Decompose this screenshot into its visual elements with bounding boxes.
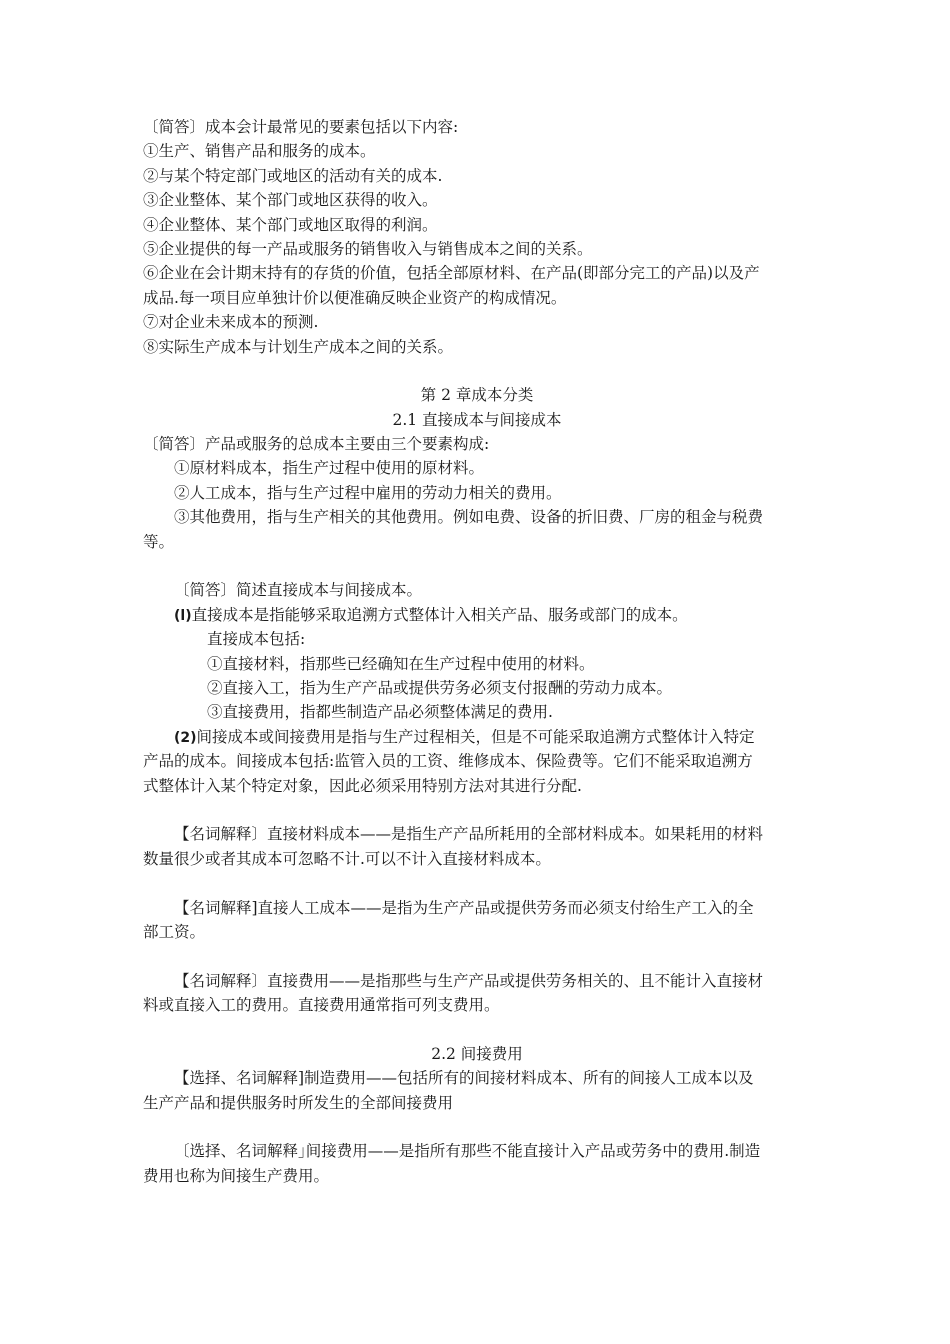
text-line: ⑤企业提供的每一产品或服务的销售收入与销售成本之间的关系。 [143, 239, 593, 258]
text-line: ①生产、销售产品和服务的成本。 [143, 142, 376, 161]
text-line: 式整体计入某个特定对象，因此必须采用特别方法对其进行分配. [143, 776, 582, 795]
list-item: ③直接费用，指都些制造产品必须整体满足的费用. [207, 703, 553, 722]
definition-block [143, 969, 811, 1018]
paragraph-text: 直接成本是指能够采取追溯方式整体计入相关产品、服务或部门的成本。 [191, 605, 688, 624]
text-line: 费用也称为间接生产费用。 [143, 1166, 330, 1185]
text-line: 【名词解释]直接人工成本——是指为生产产品或提供劳务而必须支付给生产工入的全 [174, 898, 754, 917]
text-line: 部工资。 [143, 922, 206, 941]
text-line: ②与某个特定部门或地区的活动有关的成本. [143, 166, 443, 185]
paragraph-line [143, 725, 811, 749]
text-line: 直接成本包括: [207, 630, 306, 649]
text-line: 〔简答〕成本会计最常见的要素包括以下内容: [143, 118, 459, 136]
text-line: 【名词解释〕直接材料成本——是指生产产品所耗用的全部材料成本。如果耗用的材料 [174, 825, 764, 844]
text-line: ⑧实际生产成本与计划生产成本之间的关系。 [143, 337, 454, 356]
text-line: 〔简答〕产品或服务的总成本主要由三个要素构成: [143, 435, 490, 454]
definition-block [143, 822, 811, 871]
chapter-title: 第 2 章成本分类 [420, 386, 534, 405]
paragraph-text: 间接成本或间接费用是指与生产过程相关，但是不可能采取追溯方式整体计入特定 [196, 727, 755, 746]
text-line: 【名词解释〕直接费用——是指那些与生产产品或提供劳务相关的、且不能计入直接材 [174, 971, 764, 990]
list-item: ①原材料成本，指生产过程中使用的原材料。 [174, 459, 485, 478]
list-item: ①直接材料，指那些已经确知在生产过程中使用的材料。 [207, 654, 595, 673]
section-title: 2.2 间接费用 [431, 1044, 523, 1063]
direct-indirect-block [143, 578, 811, 798]
text-line: 等。 [143, 532, 175, 551]
list-item: ②直接入工，指为生产产品或提供劳务必须支付报酬的劳动力成本。 [207, 678, 673, 697]
text-line: ⑥企业在会计期末持有的存货的价值，包括全部原材料、在产品(即部分完工的产品)以及产 [143, 264, 760, 283]
definition-block [143, 896, 811, 945]
question-line: 〔简答〕简述直接成本与间接成本。 [174, 581, 423, 600]
text-line: 成品.每一项目应单独计价以便准确反映企业资产的构成情况。 [143, 288, 567, 307]
document-page [143, 115, 811, 1188]
text-line: 〔选择、名词解释｣间接费用——是指所有那些不能直接计入产品或劳务中的费用.制造 [174, 1142, 761, 1161]
text-line: 生产产品和提供服务时所发生的全部间接费用 [143, 1093, 454, 1112]
text-line: 数量很少或者其成本可忽略不计.可以不计入直接材料成本。 [143, 849, 551, 868]
list-item: ③其他费用，指与生产相关的其他费用。例如电费、设备的折旧费、厂房的租金与税费 [174, 508, 764, 527]
item-marker: (2) [174, 729, 197, 746]
list-item: ②人工成本，指与生产过程中雇用的劳动力相关的费用。 [174, 483, 562, 502]
definition-block [143, 1139, 811, 1188]
text-line: 【选择、名词解释]制造费用——包括所有的间接材料成本、所有的间接人工成本以及 [174, 1069, 754, 1088]
section-title: 2.1 直接成本与间接成本 [392, 410, 562, 429]
definition-block [143, 1066, 811, 1115]
text-line: ⑦对企业未来成本的预测. [143, 313, 319, 332]
text-line: ④企业整体、某个部门或地区取得的利润。 [143, 215, 438, 234]
intro-block [143, 115, 811, 359]
text-line: ③企业整体、某个部门或地区获得的收入。 [143, 191, 438, 210]
text-line: 产品的成本。间接成本包括:监管入员的工资、维修成本、保险费等。它们不能采取追溯方 [143, 752, 753, 771]
paragraph-line [143, 603, 811, 627]
text-line: 料或直接入工的费用。直接费用通常指可列支费用。 [143, 996, 500, 1015]
item-marker: (l) [174, 607, 192, 624]
total-cost-block [143, 432, 811, 554]
